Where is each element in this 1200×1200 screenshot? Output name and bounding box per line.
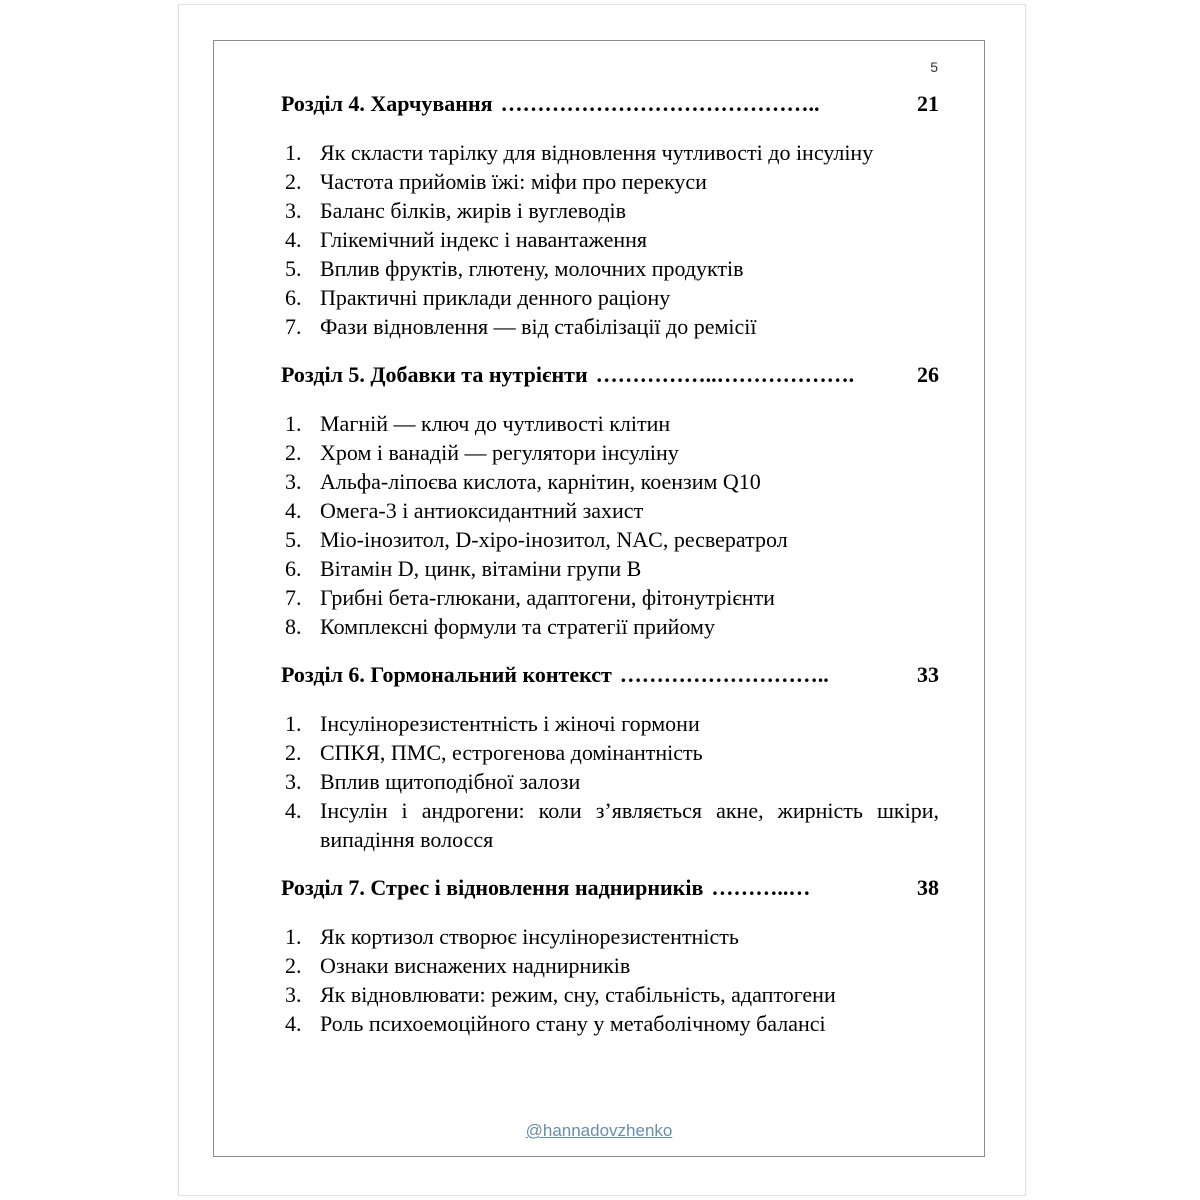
list-item (281, 767, 939, 796)
item-text: Комплексні формули та стратегії прийому (320, 614, 715, 639)
footer-handle-link[interactable]: @hannadovzhenko (525, 1121, 673, 1140)
item-number: 1. (285, 411, 302, 436)
item-text: Як скласти тарілку для відновлення чутливості до інсуліну (320, 140, 874, 165)
item-text: Як відновлювати: режим, сну, стабільність, адаптогени (320, 982, 836, 1007)
item-text: Вплив щитоподібної залози (320, 769, 581, 794)
item-text: Магній — ключ до чутливості клітин (320, 411, 671, 436)
item-text: Практичні приклади денного раціону (320, 285, 671, 310)
item-number: 2. (285, 169, 302, 194)
item-number: 7. (285, 314, 302, 339)
item-number: 5. (285, 527, 302, 552)
list-item (281, 409, 939, 438)
item-number: 4. (285, 498, 302, 523)
list-item (281, 283, 939, 312)
list-item (281, 922, 939, 951)
list-item (281, 254, 939, 283)
item-number: 4. (285, 1011, 302, 1036)
list-item (281, 980, 939, 1009)
section-page-ref: 26 (917, 362, 939, 387)
item-text: Баланс білків, жирів і вуглеводів (320, 198, 627, 223)
item-number: 7. (285, 585, 302, 610)
item-text: Роль психоемоційного стану у метаболічному балансі (320, 1011, 826, 1036)
list-item (281, 554, 939, 583)
item-text: Інсулін і андрогени: коли з’являється акне, жирність шкіри, випадіння волосся (320, 798, 939, 852)
dot-leader: ……………..………………. (595, 362, 855, 387)
item-text: Як кортизол створює інсулінорезистентність (320, 924, 739, 949)
section-page-ref: 33 (917, 662, 939, 687)
dot-leader: …………………………………….. (500, 91, 820, 116)
section-items (281, 922, 939, 1038)
list-item (281, 951, 939, 980)
item-number: 8. (285, 614, 302, 639)
item-text: Фази відновлення — від стабілізації до ремісії (320, 314, 757, 339)
list-item (281, 312, 939, 341)
item-text: Омега-3 і антиоксидантний захист (320, 498, 644, 523)
section-title: Розділ 4. Харчування (281, 91, 493, 116)
list-item (281, 738, 939, 767)
section-page-ref: 21 (917, 91, 939, 116)
section-heading[interactable] (281, 360, 939, 389)
item-number: 6. (285, 556, 302, 581)
section-heading[interactable] (281, 89, 939, 118)
list-item (281, 225, 939, 254)
item-number: 1. (285, 711, 302, 736)
list-item (281, 196, 939, 225)
list-item (281, 583, 939, 612)
item-number: 6. (285, 285, 302, 310)
item-text: Глікемічний індекс і навантаження (320, 227, 648, 252)
item-text: СПКЯ, ПМС, естрогенова домінантність (320, 740, 703, 765)
item-number: 2. (285, 953, 302, 978)
item-number: 3. (285, 982, 302, 1007)
dot-leader: ……………………….. (619, 662, 829, 687)
item-number: 1. (285, 140, 302, 165)
item-number: 4. (285, 798, 302, 823)
page-number: 5 (930, 59, 938, 75)
item-text: Інсулінорезистентність і жіночі гормони (320, 711, 700, 736)
item-text: Альфа-ліпоєва кислота, карнітин, коензим Q10 (320, 469, 761, 494)
list-item (281, 525, 939, 554)
list-item (281, 1009, 939, 1038)
item-text: Вплив фруктів, глютену, молочних продуктів (320, 256, 744, 281)
section-page-ref: 38 (917, 875, 939, 900)
item-number: 2. (285, 440, 302, 465)
list-item (281, 496, 939, 525)
list-item (281, 138, 939, 167)
section-title: Розділ 7. Стрес і відновлення наднирників (281, 875, 704, 900)
list-item (281, 467, 939, 496)
section-items (281, 409, 939, 641)
list-item (281, 612, 939, 641)
item-text: Міо-інозитол, D-хіро-інозитол, NAC, ресвератрол (320, 527, 788, 552)
item-number: 5. (285, 256, 302, 281)
item-text: Хром і ванадій — регулятори інсуліну (320, 440, 679, 465)
section-heading[interactable] (281, 873, 939, 902)
item-text: Вітамін D, цинк, вітаміни групи В (320, 556, 642, 581)
item-text: Ознаки виснажених наднирників (320, 953, 631, 978)
section-heading[interactable] (281, 660, 939, 689)
list-item (281, 709, 939, 738)
list-item (281, 438, 939, 467)
section-items (281, 138, 939, 341)
section-title: Розділ 5. Добавки та нутрієнти (281, 362, 588, 387)
section-items (281, 709, 939, 854)
dot-leader: ………..… (711, 875, 811, 900)
item-number: 2. (285, 740, 302, 765)
document-page (213, 40, 985, 1157)
item-number: 3. (285, 469, 302, 494)
item-text: Грибні бета-глюкани, адаптогени, фітонутрієнти (320, 585, 775, 610)
item-number: 3. (285, 198, 302, 223)
section-title: Розділ 6. Гормональний контекст (281, 662, 612, 687)
item-number: 3. (285, 769, 302, 794)
list-item (281, 796, 939, 854)
item-number: 4. (285, 227, 302, 252)
item-number: 1. (285, 924, 302, 949)
table-of-contents (281, 89, 939, 1057)
item-text: Частота прийомів їжі: міфи про перекуси (320, 169, 707, 194)
list-item (281, 167, 939, 196)
